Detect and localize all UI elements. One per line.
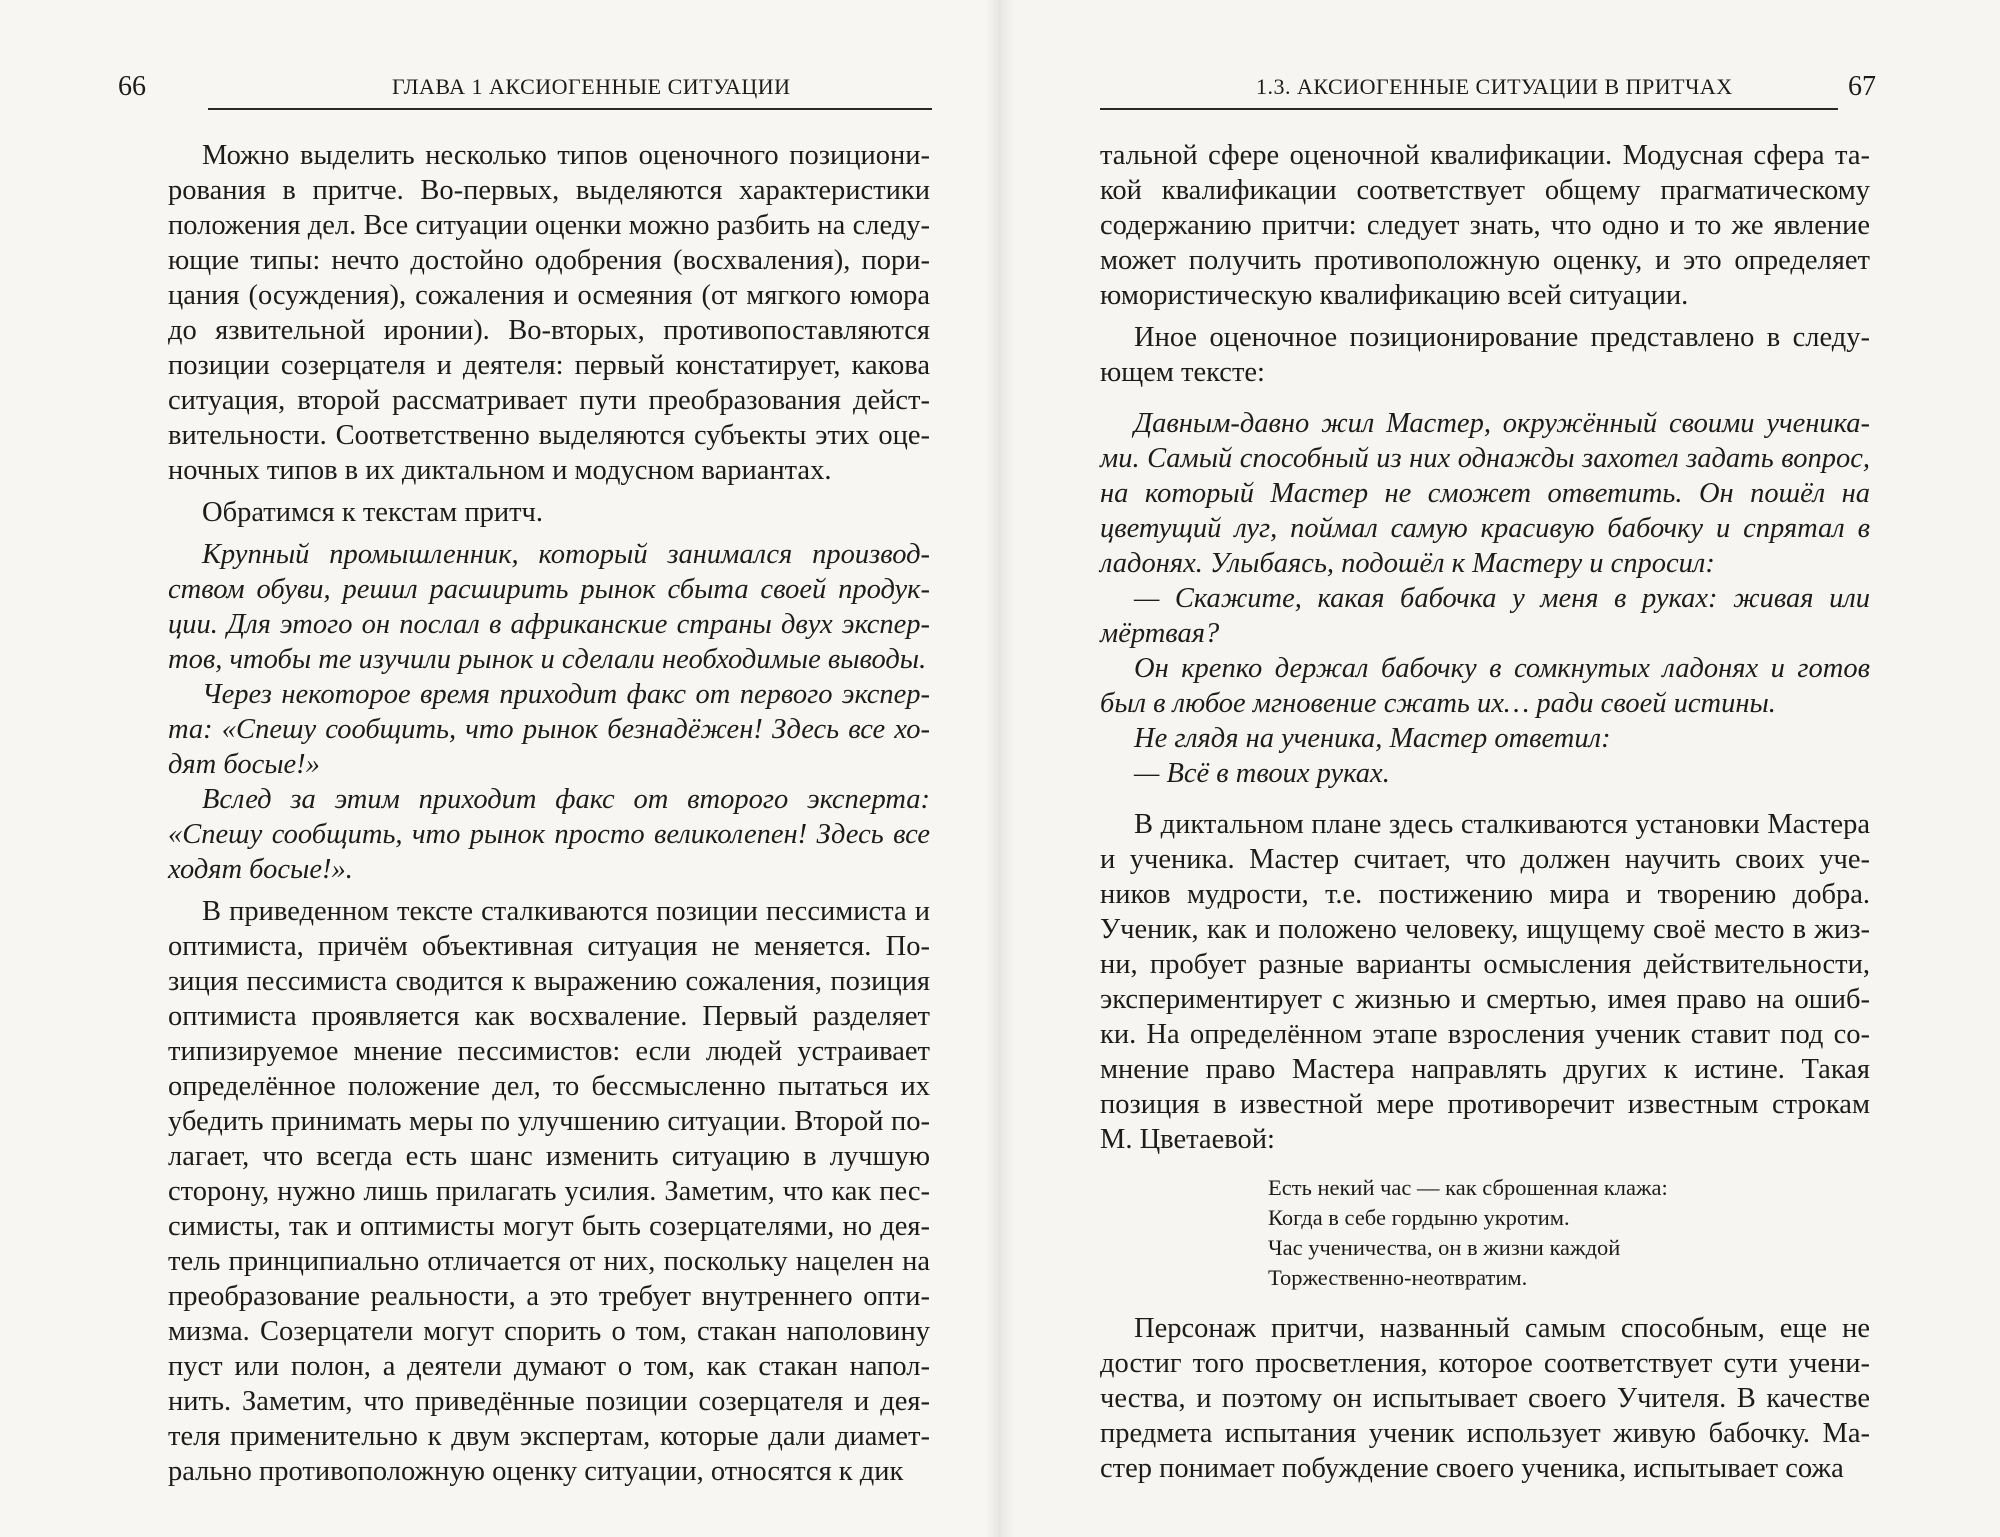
page-number-left: 66 — [118, 71, 146, 102]
parable-paragraph: Крупный промышленник, который занимался производством обуви, решил расширить рынок сбыта своей продукции. Для этого он послал в африканские страны двух экспертов, чтобы те изучили рынок и сделали необходимые выводы. — [168, 539, 930, 675]
running-head-left: ГЛАВА 1 АКСИОГЕННЫЕ СИТУАЦИИ — [392, 74, 791, 99]
paragraph: В приведенном тексте сталкиваются позиции пессимиста и оптимиста, причём объективная ситуация не меняется. Позиция пессимиста сводится к выражению сожаления, позиция оптимиста проявляется как восхваление. Первый разделяет типизируемое мнение пессимистов: если людей устраивает определённое положение дел, то бессмысленно пытаться их убедить принимать меры по улучшению ситуации. Второй полагает, что всегда есть шанс изменить ситуацию в лучшую сторону, нужно лишь прилагать усилия. Заметим, что как пессимисты, так и оптимисты могут быть созерцателями, но деятель принципиально отличается от них, поскольку нацелен на преобразование реальности, а это требует внутреннего оптимизма. Созерцатели могут спорить о том, стакан наполовину пуст или полон, а деятели думают о том, как стакан наполнить. Заметим, что приведённые позиции созерцателя и деятеля применительно к двум экспертам, которые дали диаметрально противоположную оценку ситуации, относятся к дик — [168, 896, 930, 1487]
paragraph: В диктальном плане здесь сталкиваются установки Мастера и ученика. Мастер считает, что должен научить своих учеников мудрости, т.е. постижению мира и творению добра. Ученик, как и положено человеку, ищущему своё место в жизни, пробует разные варианты осмысления действительности, экспериментирует с жизнью и смертью, имея право на ошибки. На определённом этапе взросления ученик ставит под сомнение право Мастера направлять других к истине. Такая позиция в известной мере противоречит известным строкам М. Цветаевой: — [1100, 809, 1870, 1155]
parable-paragraph: Давным-давно жил Мастер, окружённый своими учениками. Самый способный из них однажды захотел задать вопрос, на который Мастер не сможет ответить. Он пошёл на цветущий луг, поймал самую красивую бабочку и спрятал в ладонях. Улыбаясь, подошёл к Мастеру и спросил: — [1100, 408, 1870, 579]
right-page — [1000, 0, 2000, 1537]
paragraph: Иное оценочное позиционирование представлено в следующем тексте: — [1100, 322, 1870, 388]
book-gutter — [985, 0, 1015, 1537]
paragraph: Персонаж притчи, названный самым способным, еще не достиг того просветления, которое соответствует сути ученичества, и поэтому он испытывает своего Учителя. В качестве предмета испытания ученик использует живую бабочку. Мастер понимает побуждение своего ученика, испытывает сожа — [1100, 1313, 1870, 1484]
running-head-right: 1.3. АКСИОГЕННЫЕ СИТУАЦИИ В ПРИТЧАХ — [1256, 74, 1733, 99]
parable-paragraph: Через некоторое время приходит факс от первого эксперта: «Спешу сообщить, что рынок безнадёжен! Здесь все ходят босые!» — [168, 679, 930, 780]
header-rule-right — [1100, 108, 1838, 110]
right-text-column — [1100, 138, 1870, 1486]
parable-paragraph: Не глядя на ученика, Мастер ответил: — [1134, 723, 1611, 754]
poem-quote — [1268, 1173, 1870, 1293]
poem-line: Когда в себе гордыню укротим. — [1268, 1205, 1570, 1230]
paragraph: Обратимся к текстам притч. — [202, 497, 544, 528]
poem-line: Торжественно-неотвратим. — [1268, 1265, 1528, 1290]
parable-paragraph: — Всё в твоих руках. — [1134, 758, 1390, 789]
paragraph: тальной сфере оценочной квалификации. Модусная сфера такой квалификации соответствует общему прагматическому содержанию притчи: следует знать, что одно и то же явление может получить противоположную оценку, и это определяет юмористическую квалификацию всей ситуации. — [1100, 140, 1870, 311]
poem-line: Час ученичества, он в жизни каждой — [1268, 1235, 1621, 1260]
poem-line: Есть некий час — как сброшенная клажа: — [1268, 1175, 1668, 1200]
parable-paragraph: — Скажите, какая бабочка у меня в руках: живая или мёртвая? — [1100, 583, 1870, 649]
header-rule-left — [208, 108, 932, 110]
paragraph: Можно выделить несколько типов оценочного позиционирования в притче. Во-первых, выделяются характеристики положения дел. Все ситуации оценки можно разбить на следующие типы: нечто достойно одобрения (восхваления), порицания (осуждения), сожаления и осмеяния (от мягкого юмора до язвительной иронии). Во-вторых, противопоставляются позиции созерцателя и деятеля: первый констатирует, какова ситуация, второй рассматривает пути преобразования действительности. Соответственно выделяются субъекты этих оценочных типов в их диктальном и модусном вариантах. — [168, 140, 930, 486]
parable-paragraph: Вслед за этим приходит факс от второго эксперта: «Спешу сообщить, что рынок просто великолепен! Здесь все ходят босые!». — [168, 784, 930, 885]
parable-paragraph: Он крепко держал бабочку в сомкнутых ладонях и готов был в любое мгновение сжать их… ради своей истины. — [1100, 653, 1870, 719]
left-text-column — [168, 138, 930, 1489]
page-number-right: 67 — [1848, 71, 1876, 102]
